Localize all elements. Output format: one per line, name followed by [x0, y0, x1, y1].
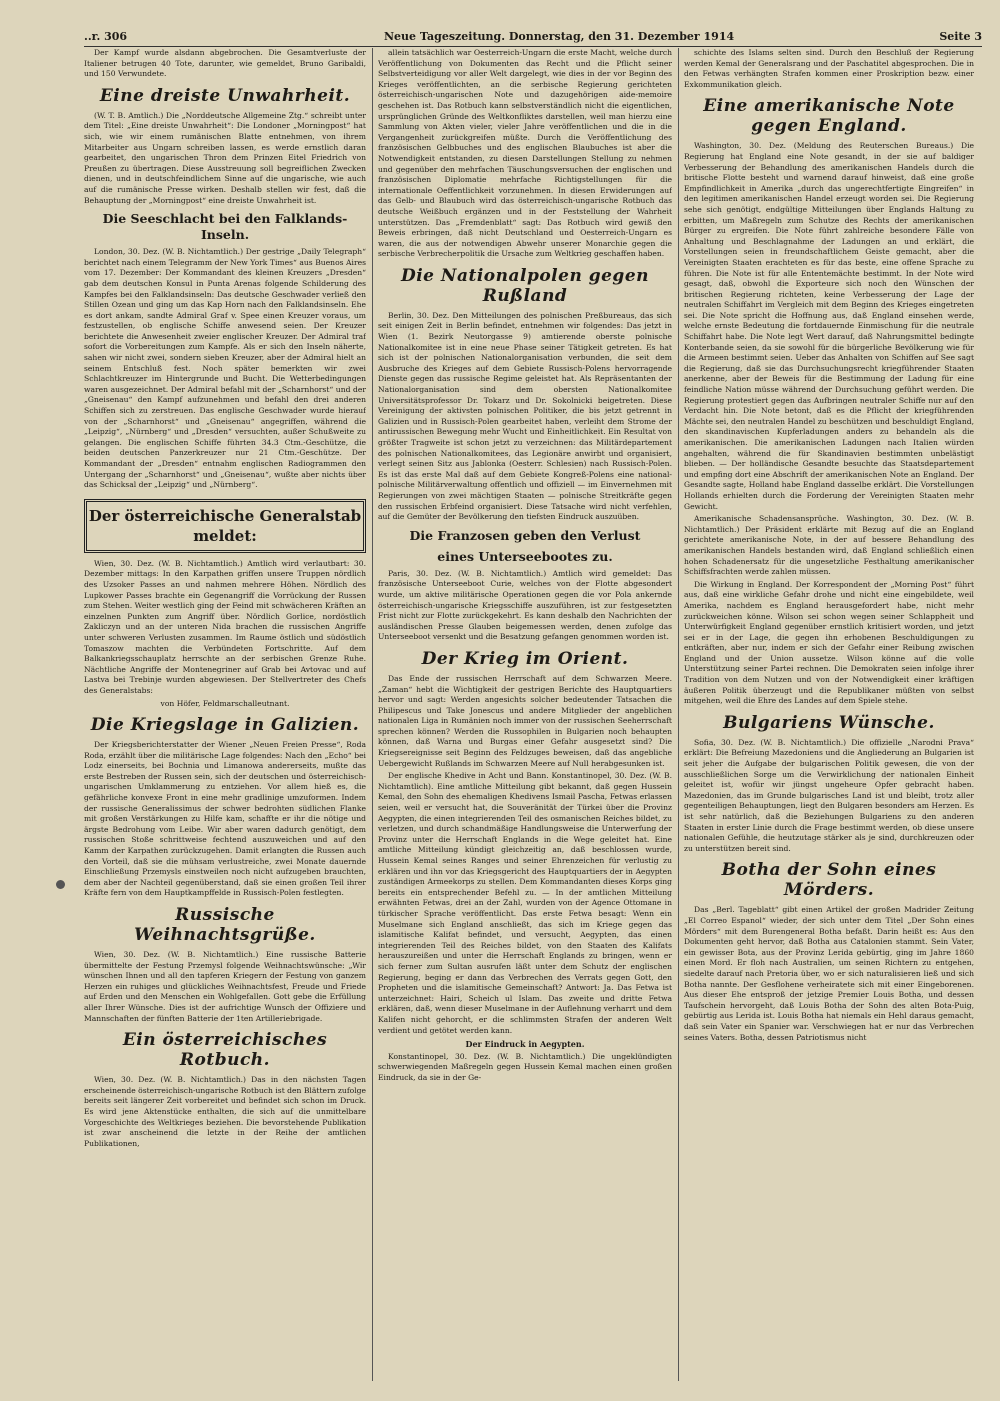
article-text: Die Wirkung in England. Der Korrespondent der „Morning Post“ führt aus, daß eine wirkliche Gefahr drohe und nicht eine eingebildete, weil Amerika, nachdem es England herausgefordert habe, nicht mehr zurückweichen könne. Wilson sei schon wegen seiner Schlappheit und Unterwürfigkeit England gegenüber ernstlich kritisiert worden, und jetzt sei er in der Lage, die gegen ihn erhobenen Beschuldigungen zu entkräften, aber nur, indem er sich der Gefahr einer Reibung zwischen England und der Union aussetze. Wilson könne auf die volle Unterstützung seiner Partei rechnen. Die Demokraten seien infolge ihrer Tradition von dem Nutzen und von der Notwendigkeit einer kräftigen äußeren Politik überzeugt und die Republikaner müßten von selbst mitgehen, weil die Ehre des Landes auf dem Spiele stehe. — [684, 579, 974, 706]
page-number: Seite 3 — [939, 30, 982, 43]
article-text: Der Kampf wurde alsdann abgebrochen. Die Gesamtverluste der Italiener betrugen 40 Tote, darunter, wie gemeldet, Bruno Garibaldi, und 150 Verwundete. — [84, 48, 366, 79]
headline: Eine amerikanische Note gegen England. — [703, 96, 955, 137]
headline: Der Krieg im Orient. — [421, 648, 629, 669]
column-rule — [678, 48, 679, 1381]
issue-number: ..r. 306 — [84, 30, 128, 43]
boxed-headline: Der österreichische Generalstab meldet: — [84, 499, 366, 553]
page-header — [84, 30, 982, 47]
masthead: Neue Tageszeitung. Donnerstag, den 31. Dezember 1914 — [384, 30, 735, 43]
article-text: allein tatsächlich war Oesterreich-Ungarn die erste Macht, welche durch Veröffentlichung von Dokumenten das Recht und die Pflicht seiner Selbstverteidigung vor aller Welt dargelegt, wie dies in der vor Beginn des Krieges veröffentlichten, an die serbische Regierung gerichteten österreichisch-ungarischen Note und dazugehörigen aide-memoire geschehen ist. Das Rotbuch kann selbstverständlich nicht die eigentlichen, ursprünglichen Gründe des Weltkonfliktes darstellen, weil man hierzu eine Sammlung von Akten vieler, vieler Jahre veröffentlichen und die in die Vergangenheit zurückgreifen müßte. Durch die Veröffentlichung des französischen Gelbbuches und des englischen Blaubuches ist aber die Notwendigkeit entstanden, zu diesen Darstellungen Stellung zu nehmen und gegenüber den mehrfachen Täuschungsversuchen der englischen und französischen Diplomatie mehrfache Richtigstellungen für die internationale Oeffentlichkeit vorzunehmen. In diesen Erwiderungen auf das Gelb- und Blaubuch wird das österreichisch-ungarische Rotbuch das deutsche Weißbuch ergänzen und in der Feststellung der Wahrheit unterstützen. Das „Fremdenblatt“ sagt: Das Rotbuch wird gewiß den Beweis erbringen, daß nicht Deutschland und Oesterreich-Ungarn es waren, die aus der notwendigen Abwehr unserer Monarchie gegen die serbische Verbrecherpolitik die Ursache zum Weltkrieg geschaffen haben. — [378, 48, 672, 259]
column-1 — [84, 48, 366, 1383]
article-text: Wien, 30. Dez. (W. B. Nichtamtlich.) Das in den nächsten Tagen erscheinende österreichisch-ungarische Rotbuch ist den Blättern zufolge bereits seit längerer Zeit vorbereitet und befindet sich schon im Druck. Es wird jene Aktenstücke enthalten, die sich auf die unmittelbare Vorgeschichte des Weltkrieges beziehen. Die bevorstehende Publikation ist zwar anscheinend die letzte in der Reihe der amtlichen Publikationen, — [84, 1075, 366, 1148]
signature: von Höfer, Feldmarschalleutnant. — [160, 698, 290, 708]
article-text: Wien, 30. Dez. (W. B. Nichtamtlich.) Amtlich wird verlautbart: 30. Dezember mittags: In den Karpathen griffen unsere Truppen nördlich des Uzsoker Passes an und nahmen mehrere Höhen. Nördlich des Lupkower Passes brachte ein Gegenangriff die Vorrückung der Russen zum Stehen. Weiter westlich ging der Feind mit schwächeren Kräften an einzelnen Punkten zum Angriff über. Nördlich Gorlice, nordöstlich Zakliczyn und an der unteren Nida brachen die russischen Angriffe unter schweren Verlusten zusammen. Im Raume östlich und südöstlich Tomaszow machten die Verbündeten Fortschritte. Auf dem Balkankriegsschauplatz herrschte an der serbischen Grenze Ruhe. Nächtliche Angriffe der Montenegriner auf Grab bei Avtovac und auf Lastva bei Trebinje wurden abgewiesen. Der Stellvertreter des Chefs des Generalstabs: — [84, 558, 366, 695]
punch-hole — [56, 880, 65, 889]
article-text: (W. T. B. Amtlich.) Die „Norddeutsche Allgemeine Ztg.“ schreibt unter dem Titel: „Eine dreiste Unwahrheit“: Die Londoner „Morningpost“ hat sich, wie wir einem rumänischen Blatte entnehmen, von ihrem Mitarbeiter aus Ungarn schreiben lassen, es werde ernstlich daran gearbeitet, den ungarischen Thron dem Prinzen Eitel Friedrich von Preußen zu übertragen. Diese Ausstreuung soll begreiflichen Zwecken dienen, und in deutschfeindlichem Sinne auf die ungarische, wie auch auf die rumänische Presse wirken. Deshalb stellen wir fest, daß die Behauptung der „Morningpost“ eine dreiste Unwahrheit ist. — [84, 110, 366, 205]
headline: Die Kriegslage in Galizien. — [90, 715, 360, 736]
subheadline: Der Eindruck in Aegypten. — [465, 1039, 585, 1050]
article-text: Sofia, 30. Dez. (W. B. Nichtamtlich.) Die offizielle „Narodni Prava“ erklärt: Die Befreiung Mazedoniens und die Angliederung an Bulgarien ist seit jeher die Aufgabe der bulgarischen Politik gewesen, die von der ausschließlichen Sorge um die Verwirklichung der nationalen Einheit geleitet ist, wofür wir jüngst ungeheure Opfer gebracht haben. Mazedonien, das im Grunde bulgarisches Land ist und bleibt, trotz aller gegenteiligen Behauptungen, liegt den Bulgaren besonders am Herzen. Es ist sehr natürlich, daß die Beziehungen Bulgariens zu den anderen Staaten in erster Linie durch die Frage bestimmt werden, ob diese unsere nationalen Gefühle, die heutzutage stärker als je sind, durchkreuzen oder zu unterstützen bereit sind. — [684, 737, 974, 853]
article-text: Der englische Khedive in Acht und Bann. Konstantinopel, 30. Dez. (W. B. Nichtamtlich). Eine amtliche Mitteilung gibt bekannt, daß gegen Hussein Kemal, den Sohn des ehemaligen Khedivens Ismail Pascha, Fetwas erlassen seien, weil er versucht hat, die Souveränität der Türkei über die Provinz Aegypten, die einen integrierenden Teil des osmanischen Reiches bildet, zu verletzen, und durch schandmäßige Handlungsweise die Unterwerfung der Provinz unter die Herrschaft Englands in die Wege geleitet hat. Eine amtliche Mitteilung kündigt gleichzeitig an, daß beschlossen wurde, Hussein Kemal seines Ranges und seiner Ehrenzeichen für verlustig zu erklären und ihn vor das Kriegsgericht des Hauptquartiers der in Aegypten zuständigen Armeekorps zu stellen. Dem Kommandanten dieses Korps ging bereits ein entsprechender Befehl zu. — In der amtlichen Mitteilung erwähnten Fetwas, drei an der Zahl, wurden von der Agence Ottomane in türkischer Sprache veröffentlicht. Das erste Fetwa besagt: Wenn ein Muselmane sich England anschließt, das sich im Kriege gegen das islamitische Kalifat befindet, und versucht, Aegypten, das einen integrierenden Teil des Reiches bildet, von den Staaten des Kalifats herauszureißen und unter die Herrschaft Englands zu bringen, wenn er sich ferner zum Sultan ausrufen läßt unter dem Schutz der englischen Regierung, beging er dann das Verbrechen des Verrats gegen Gott, den Propheten und die islamitische Gemeinschaft? Antwort: Ja. Das Fetwa ist unterzeichnet: Hairi, Scheich ul Islam. Das zweite und dritte Fetwa erklären, daß, wenn dieser Muselmane in der Auflehnung verharrt und dem Kalifen nicht gehorcht, er die schlimmsten Strafen der anderen Welt verdient und getötet werden kann. — [378, 771, 672, 1035]
article-text: Amerikanische Schadensansprüche. Washington, 30. Dez. (W. B. Nichtamtlich.) Der Präsident erklärte mit Bezug auf die an England gerichtete amerikanische Note, in der auf bessere Behandlung des amerikanischen Handels bestanden wird, daß England schließlich einen hohen Schadenersatz für die ungesetzliche Festhaltung amerikanischer Schiffsfrachten werde zahlen müssen. — [684, 514, 974, 577]
article-text: schichte des Islams selten sind. Durch den Beschluß der Regierung werden Kemal der Generalsrang und der Paschatitel abgesprochen. Die in den Fetwas verhängten Strafen kommen einer Proskription bezw. einer Exkommunikation gleich. — [684, 48, 974, 89]
headline: Bulgariens Wünsche. — [723, 712, 935, 733]
article-text: Das Ende der russischen Herrschaft auf dem Schwarzen Meere. „Zaman“ hebt die Wichtigkeit der gestrigen Berichte des Hauptquartiers hervor und sagt: Werden angesichts solcher bedeutender Tatsachen die Philipescus und Take Jonescus und andere Mitglieder der angeblichen nationalen Liga in Rumänien noch immer von der russischen Seeherrschaft sprechen können? Werden die Russophilen in Bulgarien noch behaupten können, daß Warna und Burgas einer Gefahr ausgesetzt sind? Die Kriegsereignisse seit Beginn des Feldzuges beweisen, daß das angebliche Uebergewicht Rußlands im Schwarzen Meere auf Null herabgesunken ist. — [378, 673, 672, 768]
headline: Die Seeschlacht bei den Falklands-Inseln. — [102, 211, 348, 243]
article-text: Das „Berl. Tageblatt“ gibt einen Artikel der großen Madrider Zeitung „El Correo Espanol“ wieder, der sich unter dem Titel „Der Sohn eines Mörders“ mit dem Burengeneral Botha befaßt. Darin heißt es: Aus den Dokumenten geht hervor, daß Botha aus Catalonien stammt. Sein Vater, ein gewisser Bota, aus der Provinz Lerida gebürtig, ging im Jahre 1860 einen Mord. Er floh nach Australien, um seinen Richtern zu entgehen, siedelte darauf nach Pretoria über, wo er sich naturalisieren ließ und sich Botha nannte. Der Gesflohene verheiratete sich mit einer Eingeborenen. Aus dieser Ehe entsproß der jetzige Premier Louis Botha, und dessen Taufschein hervorgeht, daß Louis Botha der Sohn des alten Bota-Puig, gebürtig aus Lerida ist. Louis Botha hat niemals ein Hehl daraus gemacht, daß sein Vater ein Spanier war. Verschwiegen hat er nur das Verbrechen seines Vaters. Botha, dessen Patriotismus nicht — [684, 905, 974, 1042]
headline: Eine dreiste Unwahrheit. — [99, 85, 351, 106]
column-rule — [372, 48, 373, 1381]
article-text: Washington, 30. Dez. (Meldung des Reuterschen Bureaus.) Die Regierung hat England eine Note gesandt, in der sie auf baldiger Verbesserung der Behandlung des amerikanischen Handels durch die britische Flotte besteht und warnend darauf hinweist, daß eine große Empfindlichkeit in Amerika „durch das ungerechtfertigte Eingreifen“ in den legitimen amerikanischen Handel erzeugt worden sei. Die Regierung sehe sich genötigt, endgültige Mitteilungen über Englands Haltung zu erbitten, um Maßregeln zum Schutze des Rechts der amerikanischen Bürger zu ergreifen. Die Note führt zahlreiche besondere Fälle von Anhaltung und Beschlagnahme der Ladungen an und erklärt, die Vorstellungen seien in freundschaftlichem Geiste gemacht, aber die Vereinigten Staaten erachteten es für das beste, eine offene Sprache zu führen. Die Note ist für alle Ententemächte bestimmt. In der Note wird gesagt, daß, obwohl die Exporteure sich noch den Wünschen der britischen Regierung richteten, keine Verbesserung der Lage der neutralen Schiffahrt im Vergleich mit dem Beginn des Krieges eingetreten sei. Die Note spricht die Hoffnung aus, daß England einsehen werde, welche ernste Bedeutung die fortdauernde Einmischung für die neutrale Schiffahrt habe. Die Note legt Wert darauf, daß Nahrungsmittel bedingte Konterbande seien, da sie sowohl für die bürgerliche Bevölkerung wie für die Armeen bestimmt seien. Ueber das Anhalten von Schiffen auf See sagt die Regierung, daß sie das Durchsuchungsrecht kriegführender Staaten anerkenne, aber der Beweis für die Bestimmung der Ladung für eine feindliche Nation müsse während der Durchsuchung geführt werden. Die Regierung protestiert gegen das Aufbringen neutraler Schiffe nur auf den Verdacht hin. Die Note betont, daß es die Pflicht der kriegführenden Mächte sei, den neutralen Handel zu beschützen und beschuldigt England, den skandinavischen Kupferladungen anders zu behandeln als die amerikanischen. Die amerikanischen Ladungen nach Italien würden angehalten, während die für Skandinavien bestimmten unbelästigt blieben. — Der holländische Gesandte besuchte das Staatsdepartement und empfing dort eine Abschrift der amerikanischen Note an England. Der Gesandte sagte, Holland habe England dasselbe erklärt. Die Vorstellungen Hollands erhielten durch die Forderung der Vereinigten Staaten mehr Gewicht. — [684, 141, 974, 511]
headline: Ein österreichisches Rotbuch. — [122, 1030, 328, 1071]
article-text: Konstantinopel, 30. Dez. (W. B. Nichtamtlich.) Die ungeklündigten schwerwiegenden Maßregeln gegen Hussein Kemal machen einen großen Eindruck, da sie in der Ge- — [378, 1051, 672, 1082]
headline: Die Nationalpolen gegen Rußland — [400, 265, 649, 306]
headline: Russische Weihnachtsgrüße. — [134, 905, 316, 945]
headline: Die Franzosen geben den Verlust — [409, 527, 641, 543]
article-text: Der Kriegsberichterstatter der Wiener „Neuen Freien Presse“, Roda Roda, erzählt über die militärische Lage folgendes: Nach den „Echo“ bei Lodz einerseits, bei Bochnia und Limanowa andererseits, mußte das erste Bestreben der Russen sein, sich der deutschen und österreichisch-ungarischen Umklammerung zu entziehen. Vor allem hieß es, die gefährliche konvexe Front in eine mehr gradlinige umzuformen. Indem der russische Generalissimus der schwer bedrohten südlichen Flanke mit großen Verstärkungen zu Hilfe kam, schaffte er ihr die nötige und ärgste Bedrohung vom Leibe. Wir aber waren dadurch genötigt, dem russischen Stoße schrittweise fechtend auszuweichen und auf den Kamm der Karpathen zurückzugehen. Damit erlangten die Russen auch den Vorteil, daß sie die mühsam verlustreiche, zwei Monate dauernde Einschließung Przemysls einstweilen noch nicht aufzugeben brauchten, dem aber der Nachteil gegenüberstand, daß sie einen großen Teil ihrer Kräfte fern von dem Hauptkampffelde in Russisch-Polen festlegten. — [84, 740, 366, 898]
article-text: London, 30. Dez. (W. B. Nichtamtlich.) Der gestrige „Daily Telegraph“ berichtet nach einem Telegramm der New York Times“ aus Buenos Aires vom 17. Dezember: Der Kommandant des kleinen Kreuzers „Dresden“ gab dem deutschen Konsul in Punta Arenas folgende Schilderung des Kampfes bei den Falklandsinseln: Das deutsche Geschwader verließ den Stillen Ozean und ging um das Kap Horn nach den Falklandsinseln. Ehe es dort ankam, sandte Admiral Graf v. Spee einen Kreuzer voraus, um festzustellen, ob englische Schiffe anwesend seien. Der Kreuzer berichtete die Anwesenheit zweier englischer Kreuzer. Der Admiral traf sofort die Vorbereitungen zum Kampfe. Als er sich den Inseln näherte, sahen wir nicht zwei, sondern sieben Kreuzer, aber der Admiral hielt an seinem Entschluß fest. Noch später bemerkten wir zwei Schlachtkreuzer im Hintergrunde und Bucht. Die Wetterbedingungen waren ausgezeichnet. Der Admiral befahl mit der „Scharnhorst“ und der „Gneisenau“ den Kampf aufzunehmen und befahl den drei anderen Schiffen sich zu zerstreuen. Das englische Geschwader wurde hierauf von der „Scharnhorst“ und „Gneisenau“ angegriffen, während die „Leipzig“, „Nürnberg“ und „Dresden“ versuchten, außer Schußweite zu gelangen. Die englischen Schiffe führten 34.3 Ctm.-Geschütze, die beiden deutschen Panzerkreuzer nur 21 Ctm.-Geschütze. Der Kommandant der „Dresden“ entnahm englischen Radiogrammen den Untergang der „Scharnhorst“ und „Gneisenau“, wußte aber nichts über das Schicksal der „Leipzig“ und „Nürnberg“. — [84, 247, 366, 490]
column-2 — [378, 48, 672, 1383]
article-text: Berlin, 30. Dez. Den Mitteilungen des polnischen Preßbureaus, das sich seit einigen Zeit in Berlin befindet, entnehmen wir folgendes: Das jetzt in Wien (1. Bezirk Neutorgasse 9) amtierende oberste polnische Nationalkomitee ist in eine neue Phase seiner Tätigkeit getreten. Es hat sich ist der polnischen Nationalorganisation verbunden, die seit dem Ausbruche des Krieges auf dem Gebiete Russisch-Polens hervorragende Dienste gegen das russische Regime geleistet hat. Als Repräsentanten der Nationalorganisation sind dem obersten Nationalkomitee Universitätsprofessor Dr. Tokarz und Dr. Sokolnicki beigetreten. Diese Vereinigung der aktivsten polnischen Politiker, die bis jetzt getrennt in Galizien und in Russisch-Polen gearbeitet haben, verleiht dem Strome der antirussischen Bewegung mehr Wucht und Einheitlichkeit. Ein Resultat von größter Tragweite ist schon jetzt zu verzeichnen: das Militärdepartement des polnischen Nationalkomitees, das Legionäre anwirbt und organisiert, verlegt seinen Sitz aus Jablonka (Oesterr. Schlesien) nach Russisch-Polen. Es ist das erste Mal daß auf dem Gebiete Kongreß-Polens eine national-polnische Militärverwaltung offentlich und offiziell — im Einvernehmen mit Regierungen von zwei mächtigen Staaten — polnische Streitkräfte gegen den russischen Erbfeind organisiert. Diese Tatsache wird nicht verfehlen, auf die Gemüter der Bevölkerung den tiefsten Eindruck auszuüben. — [378, 310, 672, 522]
headline: eines Unterseebootes zu. — [437, 548, 613, 564]
article-text: Paris, 30. Dez. (W. B. Nichtamtlich.) Amtlich wird gemeldet: Das französische Unterseeboot Curie, welches von der Flotte abgesondert wurde, um aktive militärische Operationen gegen die vor Pola ankernde österreichisch-ungarische Kriegsschiffe auszuführen, ist zur festgesetzten Frist nicht zur Flotte zurückgekehrt. Es kann deshalb den Nachrichten der ausländischen Presse Glauben beigemessen werden, denen zufolge das Unterseeboot versenkt und die Besatzung gefangen genommen worden ist. — [378, 568, 672, 642]
column-3 — [684, 48, 974, 1383]
article-text: Wien, 30. Dez. (W. B. Nichtamtlich.) Eine russische Batterie übermittelte der Festung Przemysl folgende Weihnachtswünsche: „Wir wünschen Ihnen und all den tapferen Kriegern der Festung von ganzem Herzen ein ruhiges und glückliches Weihnachtsfest, Freude und Friede auf Erden und den Menschen ein Wohlgefallen. Gott gebe die Erfüllung aller Ihrer Wünsche. Dies ist der aufrichtige Wunsch der Offiziere und Mannschaften der fünften Batterie der 1ten Artilleriebrigade. — [84, 950, 366, 1023]
headline: Botha der Sohn eines Mörders. — [721, 860, 937, 901]
